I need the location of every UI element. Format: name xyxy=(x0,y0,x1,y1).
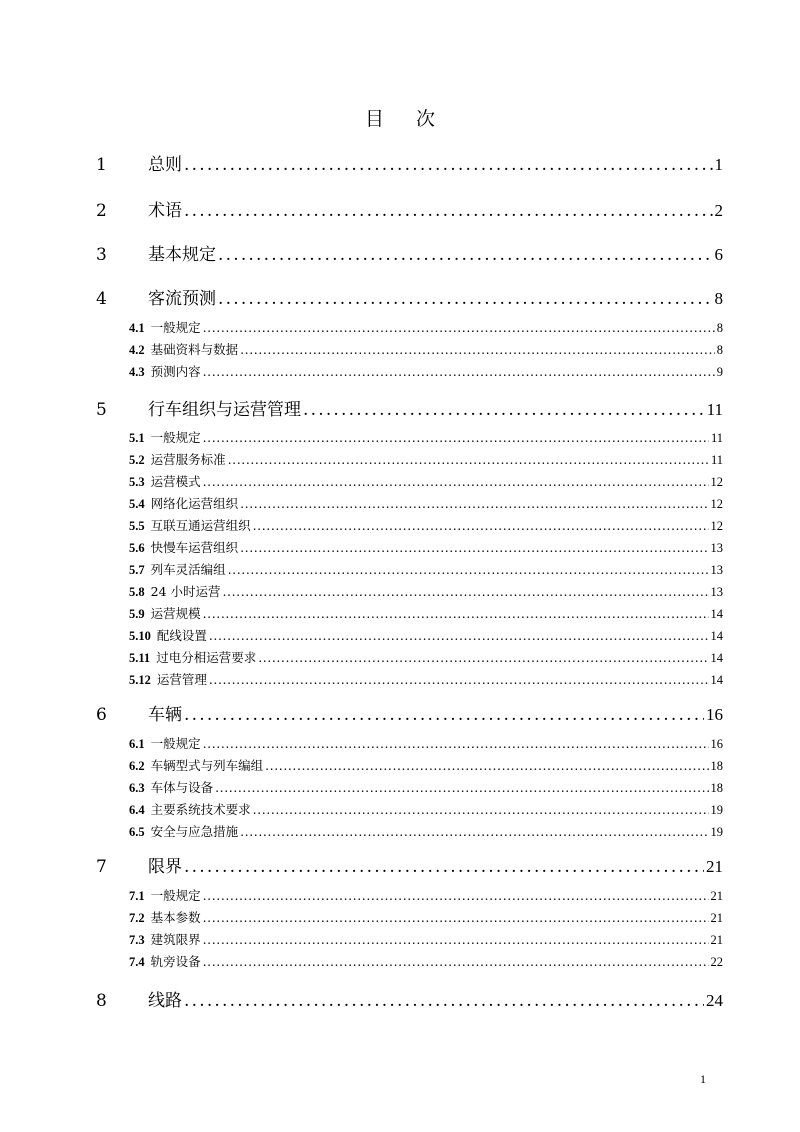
toc-section-row[interactable] xyxy=(129,800,723,818)
toc-chapter-row[interactable] xyxy=(96,284,723,308)
section-number: 5.10 xyxy=(129,629,151,643)
section-title: 车辆型式与列车编组 xyxy=(150,758,264,773)
dot-leader xyxy=(203,932,709,947)
dot-leader xyxy=(184,705,704,725)
dot-leader xyxy=(228,562,709,577)
toc-section-row[interactable] xyxy=(129,340,723,358)
section-page: 12 xyxy=(710,519,723,533)
toc-chapter-row[interactable] xyxy=(96,852,723,876)
toc-chapter-row[interactable] xyxy=(96,196,723,220)
section-number: 5.1 xyxy=(129,431,145,445)
chapter-title: 总则 xyxy=(148,155,182,175)
section-title: 基本参数 xyxy=(150,910,201,925)
section-number: 6.2 xyxy=(129,759,145,773)
dot-leader xyxy=(203,430,709,445)
section-page: 19 xyxy=(710,803,723,817)
toc-title-left: 目 xyxy=(364,108,384,130)
chapter-page: 24 xyxy=(706,991,723,1010)
section-page: 16 xyxy=(710,737,723,751)
dot-leader xyxy=(240,824,708,839)
section-page: 11 xyxy=(710,453,723,467)
toc-section-row[interactable] xyxy=(129,648,723,666)
chapter-number: 4 xyxy=(96,289,107,309)
dot-leader xyxy=(209,672,709,687)
dot-leader xyxy=(265,758,708,773)
chapter-title: 限界 xyxy=(148,857,182,877)
chapter-title: 线路 xyxy=(148,991,182,1011)
section-title: 基础资料与数据 xyxy=(150,342,239,357)
section-title: 配线设置 xyxy=(156,628,207,643)
chapter-title: 车辆 xyxy=(148,705,182,725)
section-number: 7.1 xyxy=(129,889,145,903)
section-title: 一般规定 xyxy=(150,736,201,751)
section-title: 过电分相运营要求 xyxy=(156,650,257,665)
section-page: 13 xyxy=(710,563,723,577)
section-number: 5.3 xyxy=(129,475,145,489)
dot-leader xyxy=(203,736,709,751)
toc-section-row[interactable] xyxy=(129,538,723,556)
toc-section-row[interactable] xyxy=(129,560,723,578)
dot-leader xyxy=(184,857,704,877)
dot-leader xyxy=(218,245,713,265)
section-page: 14 xyxy=(710,629,723,643)
section-page: 18 xyxy=(710,781,723,795)
toc-chapter-row[interactable] xyxy=(96,986,723,1010)
section-title: 建筑限界 xyxy=(150,932,201,947)
chapter-number: 8 xyxy=(96,991,107,1011)
dot-leader xyxy=(184,155,713,175)
section-number: 6.1 xyxy=(129,737,145,751)
toc-section-row[interactable] xyxy=(129,582,723,600)
toc-section-row[interactable] xyxy=(129,450,723,468)
section-title: 一般规定 xyxy=(150,888,201,903)
section-number: 5.4 xyxy=(129,497,145,511)
chapter-title: 客流预测 xyxy=(148,289,216,309)
section-page: 19 xyxy=(710,825,723,839)
section-title: 快慢车运营组织 xyxy=(150,540,239,555)
section-number: 6.4 xyxy=(129,803,145,817)
dot-leader xyxy=(203,888,709,903)
section-title: 运营管理 xyxy=(156,672,207,687)
section-page: 11 xyxy=(710,431,723,445)
section-title: 安全与应急措施 xyxy=(150,824,239,839)
section-title: 运营模式 xyxy=(150,474,201,489)
chapter-number: 1 xyxy=(96,155,107,175)
dot-leader xyxy=(223,584,709,599)
section-title: 互联互通运营组织 xyxy=(150,518,251,533)
section-title: 网络化运营组织 xyxy=(150,496,239,511)
section-title: 列车灵活编组 xyxy=(150,562,226,577)
section-title: 一般规定 xyxy=(150,320,201,335)
section-title: 24 小时运营 xyxy=(150,584,221,599)
section-number: 5.5 xyxy=(129,519,145,533)
toc-section-row[interactable] xyxy=(129,930,723,948)
chapter-title: 基本规定 xyxy=(148,245,216,265)
section-page: 21 xyxy=(710,911,723,925)
toc-section-row[interactable] xyxy=(129,822,723,840)
toc-chapter-row[interactable] xyxy=(96,395,723,419)
section-number: 5.12 xyxy=(129,673,151,687)
dot-leader xyxy=(184,201,713,221)
chapter-page: 11 xyxy=(706,400,723,419)
section-number: 6.5 xyxy=(129,825,145,839)
toc-title xyxy=(0,104,800,131)
toc-section-row[interactable] xyxy=(129,604,723,622)
section-page: 21 xyxy=(710,933,723,947)
section-page: 12 xyxy=(710,475,723,489)
toc-section-row[interactable] xyxy=(129,886,723,904)
section-number: 5.9 xyxy=(129,607,145,621)
section-page: 8 xyxy=(716,321,723,335)
toc-section-row[interactable] xyxy=(129,318,723,336)
section-page: 14 xyxy=(710,651,723,665)
dot-leader xyxy=(253,518,709,533)
chapter-number: 6 xyxy=(96,705,107,725)
section-title: 预测内容 xyxy=(150,364,201,379)
section-number: 5.6 xyxy=(129,541,145,555)
dot-leader xyxy=(303,400,705,420)
section-number: 5.11 xyxy=(129,651,151,665)
dot-leader xyxy=(203,954,709,969)
chapter-title: 行车组织与运营管理 xyxy=(148,400,301,420)
toc-section-row[interactable] xyxy=(129,428,723,446)
chapter-page: 16 xyxy=(706,705,723,724)
page-number: 1 xyxy=(700,1072,706,1086)
chapter-number: 3 xyxy=(96,245,107,265)
section-number: 7.2 xyxy=(129,911,145,925)
section-title: 运营服务标准 xyxy=(150,452,226,467)
section-number: 5.2 xyxy=(129,453,145,467)
toc-chapter-row[interactable] xyxy=(96,150,723,174)
section-number: 7.3 xyxy=(129,933,145,947)
toc-section-row[interactable] xyxy=(129,778,723,796)
toc-chapter-row[interactable] xyxy=(96,240,723,264)
toc-section-row[interactable] xyxy=(129,670,723,688)
dot-leader xyxy=(215,780,708,795)
section-title: 轨旁设备 xyxy=(150,954,201,969)
chapter-page: 1 xyxy=(714,155,723,174)
dot-leader xyxy=(240,540,708,555)
dot-leader xyxy=(203,320,715,335)
section-page: 12 xyxy=(710,497,723,511)
chapter-page: 8 xyxy=(714,289,723,308)
chapter-number: 2 xyxy=(96,201,107,221)
chapter-number: 7 xyxy=(96,857,107,877)
toc-title-right: 次 xyxy=(416,108,436,130)
section-page: 22 xyxy=(710,955,723,969)
dot-leader xyxy=(203,606,709,621)
section-title: 运营规模 xyxy=(150,606,201,621)
dot-leader xyxy=(203,910,709,925)
toc-section-row[interactable] xyxy=(129,472,723,490)
chapter-page: 6 xyxy=(714,245,723,264)
chapter-number: 5 xyxy=(96,400,107,420)
toc-section-row[interactable] xyxy=(129,494,723,512)
section-number: 5.7 xyxy=(129,563,145,577)
dot-leader xyxy=(228,452,709,467)
toc-section-row[interactable] xyxy=(129,626,723,644)
section-page: 9 xyxy=(716,365,723,379)
dot-leader xyxy=(203,364,715,379)
dot-leader xyxy=(258,650,708,665)
section-page: 8 xyxy=(716,343,723,357)
section-number: 7.4 xyxy=(129,955,145,969)
toc-section-row[interactable] xyxy=(129,516,723,534)
section-number: 6.3 xyxy=(129,781,145,795)
section-number: 4.1 xyxy=(129,321,145,335)
section-title: 一般规定 xyxy=(150,430,201,445)
chapter-title: 术语 xyxy=(148,201,182,221)
dot-leader xyxy=(240,342,715,357)
toc-section-row[interactable] xyxy=(129,362,723,380)
toc-section-row[interactable] xyxy=(129,952,723,970)
dot-leader xyxy=(240,496,708,511)
section-title: 车体与设备 xyxy=(150,780,214,795)
section-number: 4.3 xyxy=(129,365,145,379)
toc-section-row[interactable] xyxy=(129,756,723,774)
section-number: 4.2 xyxy=(129,343,145,357)
toc-section-row[interactable] xyxy=(129,908,723,926)
chapter-page: 21 xyxy=(706,857,723,876)
section-number: 5.8 xyxy=(129,585,145,599)
chapter-page: 2 xyxy=(714,201,723,220)
section-page: 21 xyxy=(710,889,723,903)
dot-leader xyxy=(209,628,709,643)
toc-section-row[interactable] xyxy=(129,734,723,752)
toc-chapter-row[interactable] xyxy=(96,700,723,724)
section-page: 14 xyxy=(710,673,723,687)
section-title: 主要系统技术要求 xyxy=(150,802,251,817)
section-page: 18 xyxy=(710,759,723,773)
dot-leader xyxy=(253,802,709,817)
section-page: 13 xyxy=(710,585,723,599)
section-page: 13 xyxy=(710,541,723,555)
dot-leader xyxy=(218,289,713,309)
section-page: 14 xyxy=(710,607,723,621)
dot-leader xyxy=(184,991,704,1011)
dot-leader xyxy=(203,474,709,489)
